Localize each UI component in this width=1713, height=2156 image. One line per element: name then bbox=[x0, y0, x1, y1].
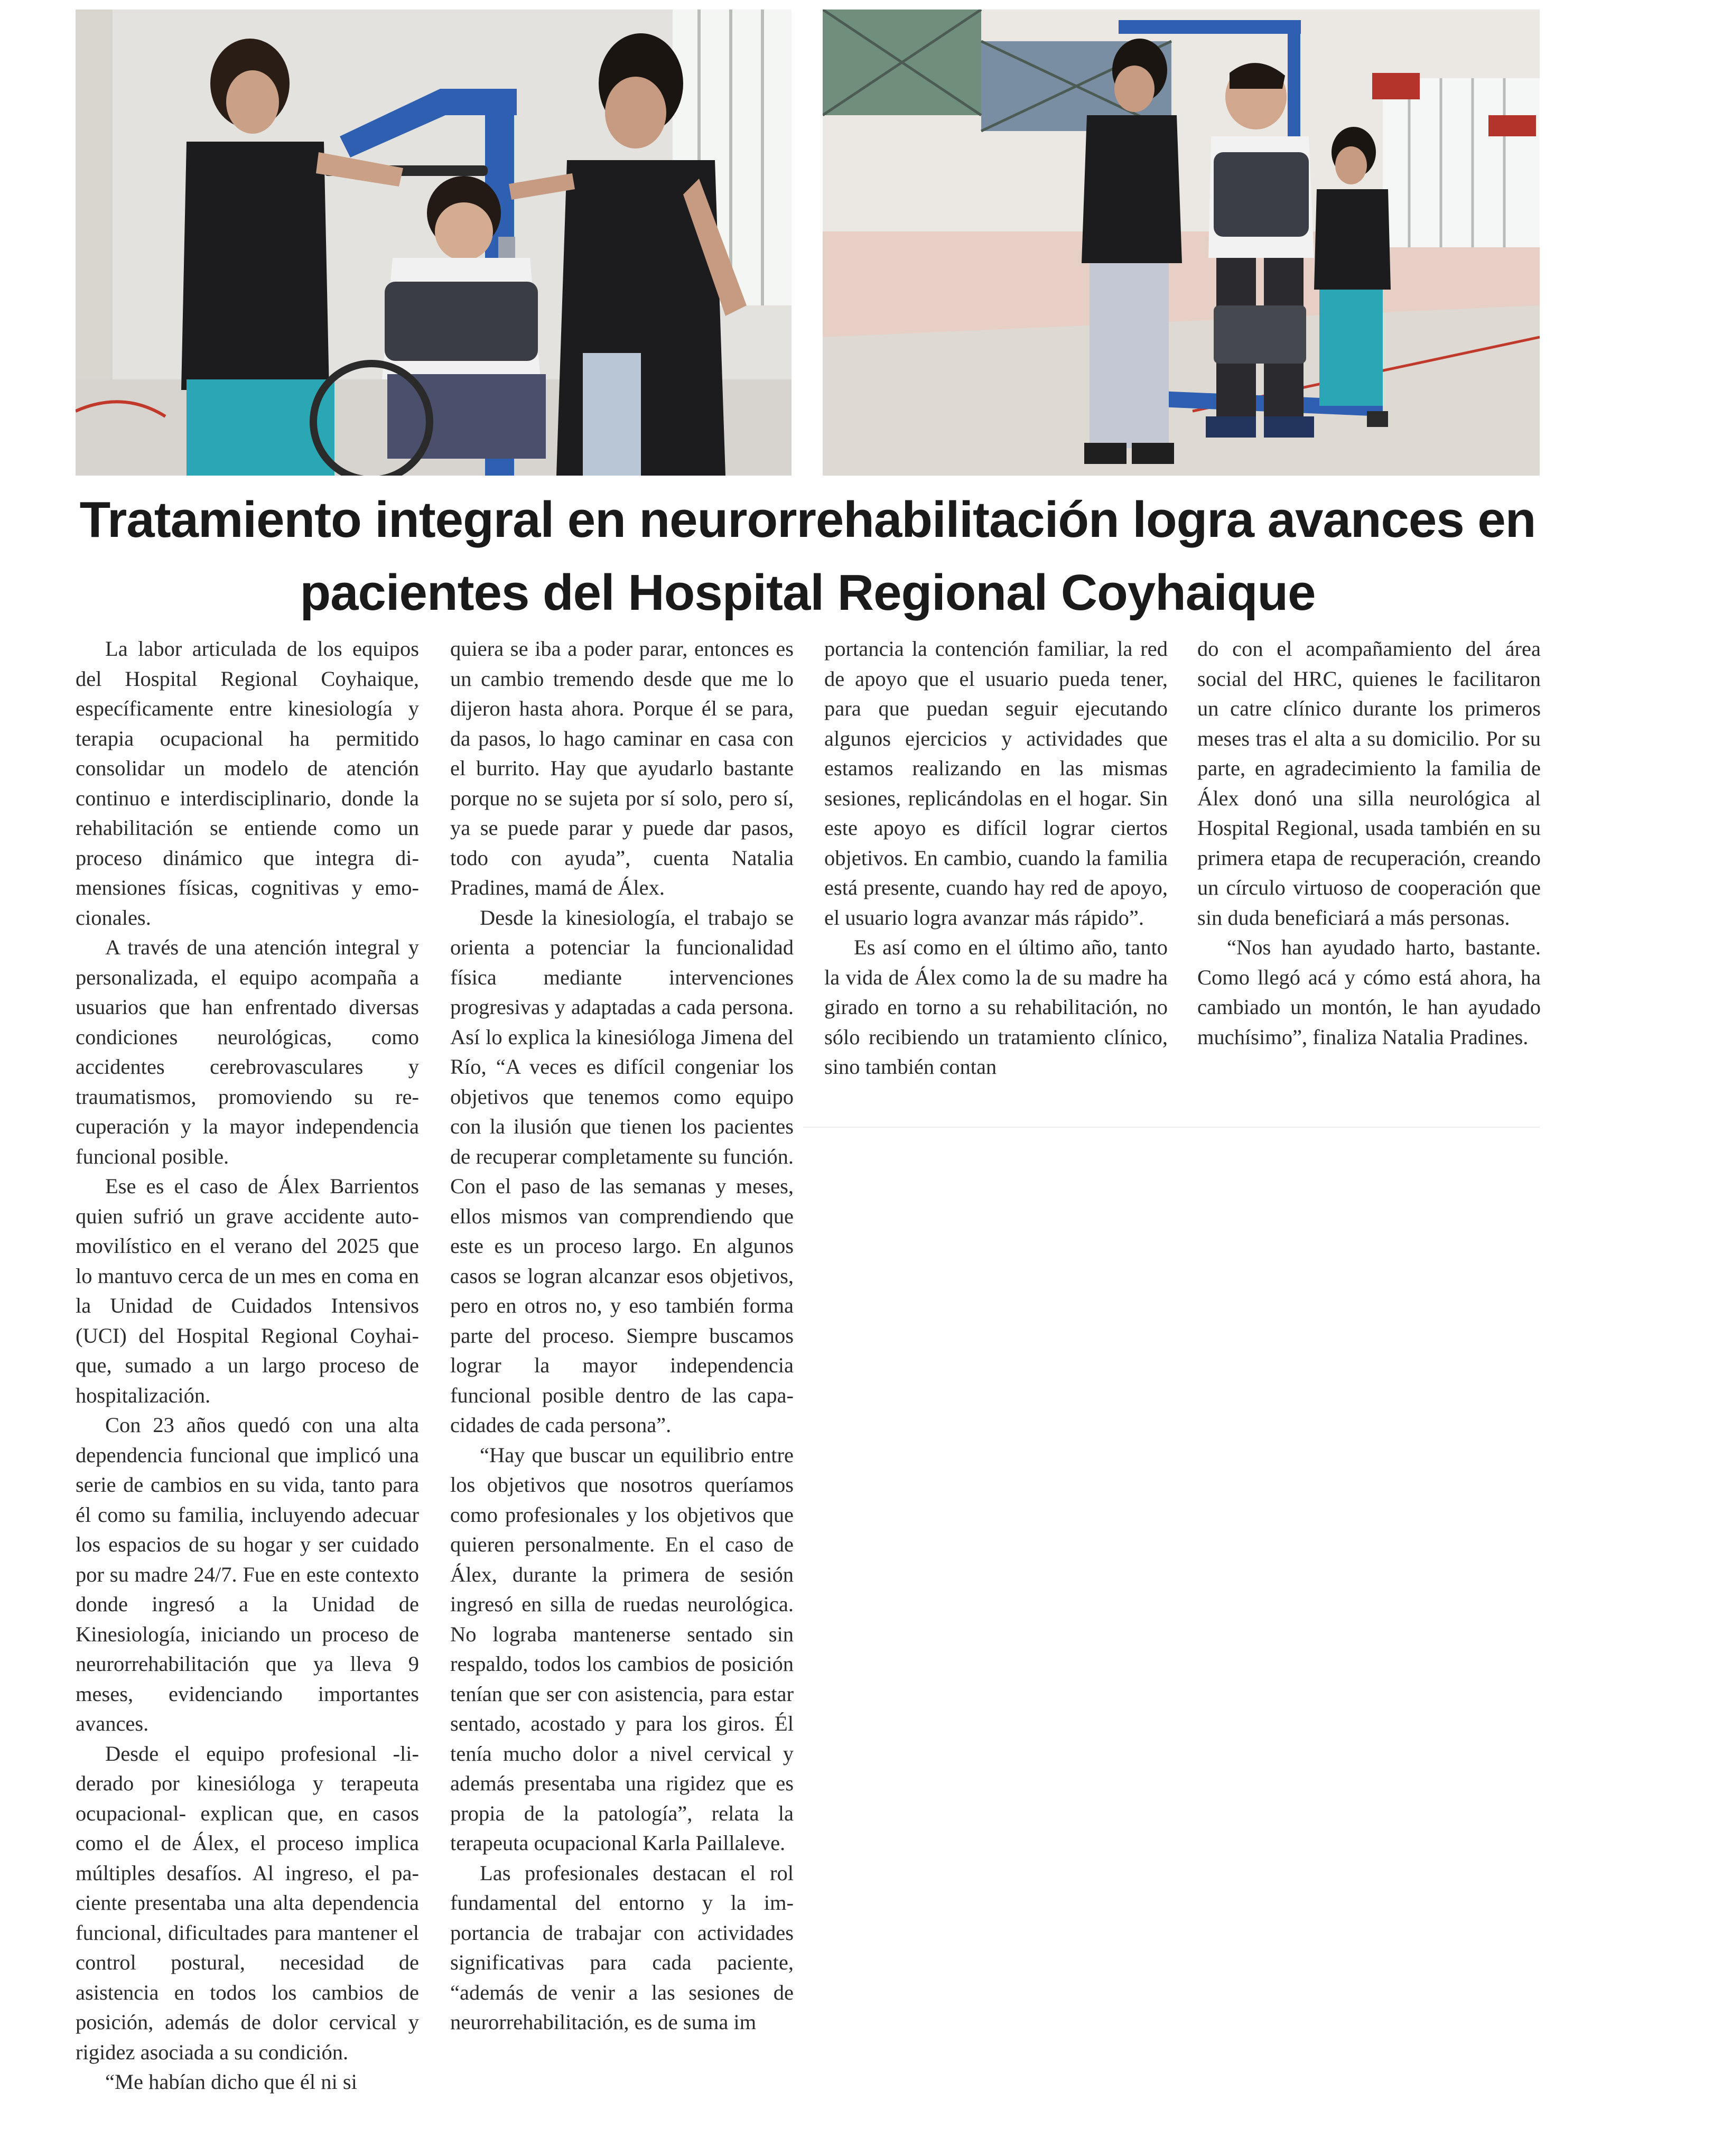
paragraph: Ese es el caso de Álex Barrientos quien sufrió un grave accidente automovilístico en el verano del 2025 que lo mantuvo cerca de un mes en coma en la Unidad de Cuidados Intensivos (UCI) del Hospital Regional Coyhaique, sumado a un largo proceso de hospitalización. bbox=[76, 1174, 419, 1407]
article-headline: Tratamiento integral en neurorrehabilitación logra avances en pacientes del Hospital Regional Coyhaique bbox=[79, 491, 1536, 621]
article-column-2 bbox=[450, 634, 794, 2038]
photo-therapists-wheelchair-lift bbox=[76, 10, 792, 476]
paragraph: “Nos han ayudado harto, bastante. Como llegó acá y cómo está ahora, ha cambiado un montón, le han ayudado muchísimo”, finaliza Natalia Pradines. bbox=[1197, 935, 1541, 1049]
paragraph: Con 23 años quedó con una alta dependencia funcional que implicó una serie de cambios en su vida, tanto para él como su familia, incluyendo adecuar los espacios de su hogar y ser cuidado por su madre 24/7. Fue en este contexto donde ingresó a la Unidad de Kinesiología, iniciando un proceso de neurorrehabilitación que ya lleva 9 meses, evidenciando importantes avances. bbox=[76, 1413, 419, 1735]
paragraph: do con el acompañamiento del área social del HRC, quienes le facilitaron un catre clínico durante los primeros meses tras el alta a su domicilio. Por su parte, en agradecimiento la familia de Álex donó una silla neurológica al Hospital Regional, usada también en su primera etapa de recuperación, creando un círculo virtuoso de cooperación que sin duda beneficiará a más personas. bbox=[1197, 637, 1541, 930]
photo-left-illustration bbox=[76, 10, 792, 476]
paragraph: Es así como en el último año, tanto la vida de Álex como la de su madre ha girado en torno a su rehabilitación, no sólo recibiendo un tratamiento clínico, sino también contan bbox=[824, 935, 1168, 1079]
paragraph: La labor articulada de los equipos del Hospital Regional Coyhaique, específicamente entre kinesiología y terapia ocupacional ha permitido consolidar un modelo de atención continuo e interdisciplinario, donde la rehabilitación se entiende como un proceso dinámico que integra dimensiones físicas, cognitivas y emocionales. bbox=[76, 637, 419, 930]
column-end-divider bbox=[803, 1127, 1540, 1128]
paragraph: “Me habían dicho que él ni si bbox=[105, 2070, 357, 2094]
article-column-3 bbox=[824, 634, 1168, 1082]
article-column-4 bbox=[1197, 634, 1541, 1052]
paragraph: Desde la kinesiología, el trabajo se orienta a potenciar la funcionalidad física mediante intervenciones progresivas y adaptadas a cada persona. Así lo explica la kinesióloga Jimena del Río, “A veces es difícil congeniar los objetivos que tenemos como equipo con la ilusión que tienen los pacientes de recuperar completamente su función. Con el paso de las semanas y meses, ellos mismos van comprendiendo que este es un proceso largo. En algunos casos se logran alcanzar esos objetivos, pero en otros no, y eso también forma parte del proceso. Siempre buscamos lograr la mayor independencia funcional posible dentro de las capacidades de cada persona”. bbox=[450, 905, 794, 1437]
paragraph: quiera se iba a poder parar, entonces es un cambio tremendo desde que me lo dijeron hasta ahora. Porque él se para, da pasos, lo hago caminar en casa con el burrito. Hay que ayudarlo bastante porque no se sujeta por sí solo, pero sí, ya se puede parar y puede dar pasos, todo con ayuda”, cuenta Natalia Pradines, mamá de Álex. bbox=[450, 637, 794, 899]
paragraph: portancia la contención familiar, la red de apoyo que el usuario pueda tener, para que puedan seguir ejecutando algunos ejercicios y actividades que estamos realizando en las mismas sesiones, replicándolas en el hogar. Sin este apoyo es difícil lograr ciertos objetivos. En cambio, cuando la familia está presente, cuando hay red de apoyo, el usuario logra avanzar más rápido”. bbox=[824, 637, 1168, 930]
paragraph: “Hay que buscar un equilibrio entre los objetivos que nosotros queríamos como profesionales y los objetivos que quieren personalmente. En el caso de Álex, durante la primera de sesión ingresó en silla de ruedas neurológica. No lograba mantenerse sentado sin respaldo, todos los cambios de posición tenían que ser con asistencia, para estar sentado, acostado y para los giros. Él tenía mucho dolor a nivel cervical y además presentaba una rigidez que es propia de la patología”, relata la terapeuta ocupacional Karla Paillaleve. bbox=[450, 1443, 794, 1855]
article-column-1 bbox=[76, 634, 419, 2097]
photo-patient-standing-lift bbox=[823, 10, 1540, 476]
paragraph: Desde el equipo profesional -liderado por kinesióloga y terapeuta ocupacional- explican que, en casos como el de Álex, el proceso implica múltiples desafíos. Al ingreso, el paciente presentaba una alta dependencia funcional, dificultades para mantener el control postural, necesidad de asistencia en todos los cambios de posición, además de dolor cervical y rigidez asociada a su condición. bbox=[76, 1741, 419, 2064]
paragraph: A través de una atención integral y personalizada, el equipo acompaña a usuarios que han enfrentado diversas condiciones neurológicas, como accidentes cerebrovasculares y traumatismos, promoviendo su recuperación y la mayor independencia funcional posible. bbox=[76, 935, 419, 1168]
photo-right-illustration bbox=[823, 10, 1540, 476]
paragraph: Las profesionales destacan el rol fundamental del entorno y la importancia de trabajar con actividades significativas para cada paciente, “además de venir a las sesiones de neurorrehabilitación, es de suma im bbox=[450, 1861, 794, 2034]
